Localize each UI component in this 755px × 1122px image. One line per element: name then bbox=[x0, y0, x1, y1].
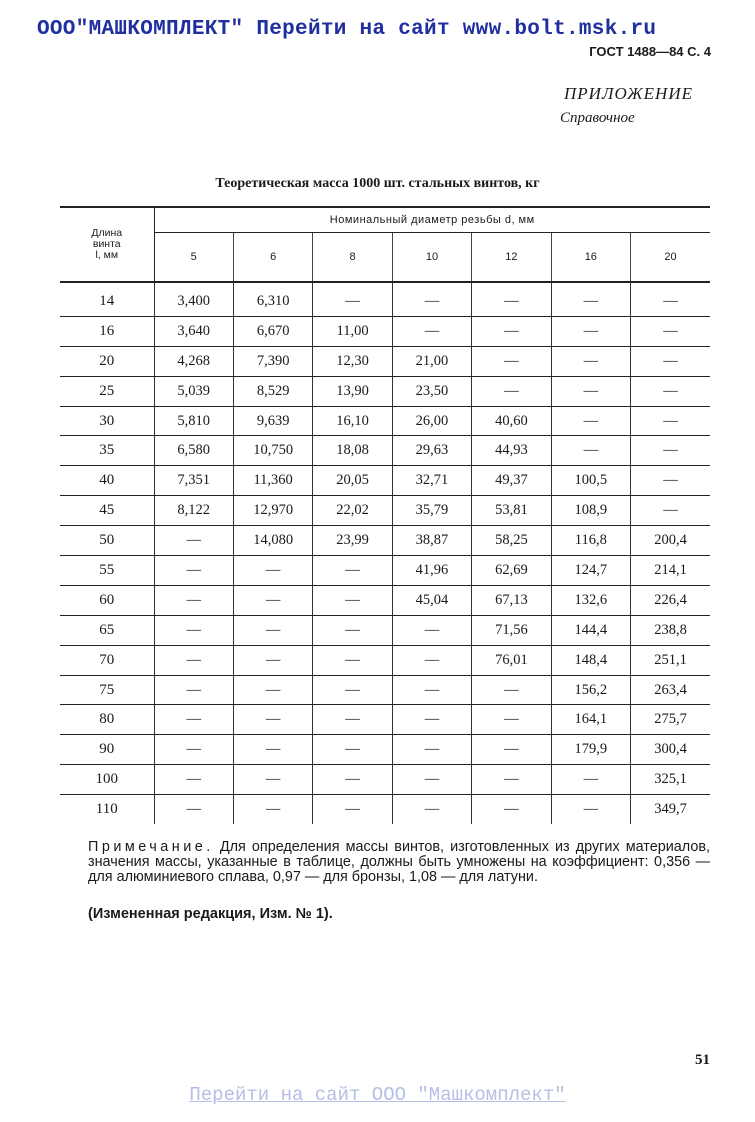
mass-cell: — bbox=[551, 282, 630, 316]
mass-cell: 29,63 bbox=[392, 436, 471, 466]
length-cell: 50 bbox=[60, 526, 154, 556]
length-cell: 25 bbox=[60, 376, 154, 406]
edition-remark: (Измененная редакция, Изм. № 1). bbox=[88, 906, 333, 922]
mass-cell: 49,37 bbox=[472, 466, 551, 496]
diameter-header-cell: 12 bbox=[472, 233, 551, 283]
mass-cell: — bbox=[154, 765, 233, 795]
mass-cell: — bbox=[472, 795, 551, 824]
mass-cell: 16,10 bbox=[313, 406, 392, 436]
mass-cell: 4,268 bbox=[154, 346, 233, 376]
mass-cell: 108,9 bbox=[551, 496, 630, 526]
mass-cell: — bbox=[313, 765, 392, 795]
table-row bbox=[60, 705, 710, 735]
mass-cell: — bbox=[631, 406, 710, 436]
mass-cell: — bbox=[154, 795, 233, 824]
mass-cell: — bbox=[551, 316, 630, 346]
mass-cell: 214,1 bbox=[631, 556, 710, 586]
table-row bbox=[60, 466, 710, 496]
mass-cell: 41,96 bbox=[392, 556, 471, 586]
length-cell: 45 bbox=[60, 496, 154, 526]
length-cell: 20 bbox=[60, 346, 154, 376]
mass-cell: 23,50 bbox=[392, 376, 471, 406]
mass-cell: — bbox=[154, 645, 233, 675]
length-cell: 75 bbox=[60, 675, 154, 705]
table-row bbox=[60, 735, 710, 765]
mass-cell: 100,5 bbox=[551, 466, 630, 496]
mass-cell: — bbox=[313, 556, 392, 586]
table-row bbox=[60, 436, 710, 466]
mass-cell: 38,87 bbox=[392, 526, 471, 556]
table-row bbox=[60, 406, 710, 436]
length-cell: 14 bbox=[60, 282, 154, 316]
mass-cell: — bbox=[313, 795, 392, 824]
table-title: Теоретическая масса 1000 шт. стальных винтов, кг bbox=[215, 176, 540, 191]
mass-table bbox=[60, 206, 710, 824]
mass-cell: — bbox=[551, 765, 630, 795]
mass-cell: — bbox=[313, 615, 392, 645]
table-row bbox=[60, 496, 710, 526]
mass-cell: 325,1 bbox=[631, 765, 710, 795]
mass-cell: — bbox=[233, 556, 312, 586]
mass-cell: — bbox=[551, 795, 630, 824]
mass-cell: — bbox=[233, 675, 312, 705]
table-row bbox=[60, 645, 710, 675]
appendix-type: Справочное bbox=[560, 110, 635, 126]
mass-cell: — bbox=[472, 376, 551, 406]
mass-cell: 6,580 bbox=[154, 436, 233, 466]
page-number: 51 bbox=[695, 1052, 710, 1068]
table-row bbox=[60, 346, 710, 376]
mass-cell: 45,04 bbox=[392, 585, 471, 615]
mass-cell: — bbox=[392, 645, 471, 675]
mass-cell: — bbox=[551, 376, 630, 406]
mass-cell: — bbox=[472, 316, 551, 346]
appendix-heading: ПРИЛОЖЕНИЕ bbox=[564, 84, 693, 103]
length-column-header bbox=[60, 207, 154, 282]
table-row bbox=[60, 795, 710, 824]
mass-cell: — bbox=[392, 615, 471, 645]
mass-cell: — bbox=[154, 705, 233, 735]
mass-cell: — bbox=[472, 765, 551, 795]
mass-cell: — bbox=[392, 735, 471, 765]
mass-cell: 12,970 bbox=[233, 496, 312, 526]
mass-cell: — bbox=[154, 615, 233, 645]
table-row bbox=[60, 765, 710, 795]
mass-cell: — bbox=[154, 675, 233, 705]
mass-cell: — bbox=[154, 585, 233, 615]
length-cell: 55 bbox=[60, 556, 154, 586]
table-row bbox=[60, 376, 710, 406]
mass-cell: 11,00 bbox=[313, 316, 392, 346]
mass-cell: — bbox=[631, 496, 710, 526]
table-row bbox=[60, 316, 710, 346]
gost-reference: ГОСТ 1488—84 С. 4 bbox=[589, 44, 711, 59]
diameter-header-cell: 6 bbox=[233, 233, 312, 283]
mass-cell: 10,750 bbox=[233, 436, 312, 466]
mass-cell: 21,00 bbox=[392, 346, 471, 376]
mass-cell: — bbox=[631, 466, 710, 496]
mass-cell: 3,640 bbox=[154, 316, 233, 346]
mass-cell: — bbox=[551, 406, 630, 436]
mass-cell: 67,13 bbox=[472, 585, 551, 615]
mass-cell: — bbox=[551, 346, 630, 376]
mass-cell: 7,390 bbox=[233, 346, 312, 376]
mass-cell: — bbox=[631, 436, 710, 466]
mass-cell: 200,4 bbox=[631, 526, 710, 556]
diameter-header-cell: 20 bbox=[631, 233, 710, 283]
mass-cell: 76,01 bbox=[472, 645, 551, 675]
mass-cell: 23,99 bbox=[313, 526, 392, 556]
mass-cell: 26,00 bbox=[392, 406, 471, 436]
mass-cell: — bbox=[313, 585, 392, 615]
diameter-header-cell: 8 bbox=[313, 233, 392, 283]
mass-cell: — bbox=[313, 675, 392, 705]
mass-cell: — bbox=[313, 705, 392, 735]
mass-cell: — bbox=[233, 795, 312, 824]
mass-cell: 116,8 bbox=[551, 526, 630, 556]
mass-cell: — bbox=[313, 282, 392, 316]
mass-cell: 275,7 bbox=[631, 705, 710, 735]
mass-cell: 156,2 bbox=[551, 675, 630, 705]
mass-cell: 8,529 bbox=[233, 376, 312, 406]
mass-cell: 300,4 bbox=[631, 735, 710, 765]
mass-cell: — bbox=[154, 735, 233, 765]
mass-cell: 32,71 bbox=[392, 466, 471, 496]
footer-site-link[interactable]: Перейти на сайт ООО "Машкомплект" bbox=[189, 1084, 566, 1106]
table-row bbox=[60, 675, 710, 705]
mass-cell: 62,69 bbox=[472, 556, 551, 586]
length-cell: 30 bbox=[60, 406, 154, 436]
mass-cell: 13,90 bbox=[313, 376, 392, 406]
table-row bbox=[60, 615, 710, 645]
mass-cell: — bbox=[472, 705, 551, 735]
mass-cell: — bbox=[392, 705, 471, 735]
length-cell: 65 bbox=[60, 615, 154, 645]
table-note bbox=[88, 840, 710, 885]
length-cell: 100 bbox=[60, 765, 154, 795]
length-header-line: Длина bbox=[91, 227, 123, 239]
length-cell: 90 bbox=[60, 735, 154, 765]
mass-cell: — bbox=[313, 735, 392, 765]
mass-cell: — bbox=[392, 316, 471, 346]
length-header-line: винта bbox=[92, 238, 121, 250]
mass-cell: 7,351 bbox=[154, 466, 233, 496]
diameter-header-cell: 5 bbox=[154, 233, 233, 283]
length-cell: 40 bbox=[60, 466, 154, 496]
mass-cell: — bbox=[472, 735, 551, 765]
mass-cell: 53,81 bbox=[472, 496, 551, 526]
mass-cell: 12,30 bbox=[313, 346, 392, 376]
mass-cell: — bbox=[472, 282, 551, 316]
mass-cell: — bbox=[472, 346, 551, 376]
site-banner-link[interactable]: ООО"МАШКОМПЛЕКТ" Перейти на сайт www.bolt.msk.ru bbox=[37, 18, 657, 41]
mass-cell: — bbox=[551, 436, 630, 466]
mass-cell: 9,639 bbox=[233, 406, 312, 436]
mass-cell: — bbox=[233, 615, 312, 645]
mass-cell: 44,93 bbox=[472, 436, 551, 466]
length-cell: 16 bbox=[60, 316, 154, 346]
length-cell: 60 bbox=[60, 585, 154, 615]
diameter-header-cell: 10 bbox=[392, 233, 471, 283]
mass-cell: — bbox=[392, 765, 471, 795]
length-cell: 80 bbox=[60, 705, 154, 735]
mass-cell: — bbox=[631, 376, 710, 406]
mass-cell: 14,080 bbox=[233, 526, 312, 556]
mass-cell: 11,360 bbox=[233, 466, 312, 496]
mass-cell: 179,9 bbox=[551, 735, 630, 765]
mass-cell: 144,4 bbox=[551, 615, 630, 645]
mass-cell: 71,56 bbox=[472, 615, 551, 645]
mass-cell: — bbox=[233, 735, 312, 765]
mass-cell: 124,7 bbox=[551, 556, 630, 586]
mass-cell: 349,7 bbox=[654, 801, 687, 818]
mass-cell: 20,05 bbox=[313, 466, 392, 496]
mass-cell: — bbox=[233, 585, 312, 615]
mass-cell: 22,02 bbox=[313, 496, 392, 526]
mass-cell: 8,122 bbox=[154, 496, 233, 526]
mass-cell: — bbox=[154, 526, 233, 556]
mass-cell: 132,6 bbox=[551, 585, 630, 615]
mass-cell: 251,1 bbox=[631, 645, 710, 675]
mass-cell: 263,4 bbox=[631, 675, 710, 705]
length-cell: 110 bbox=[60, 795, 154, 824]
length-cell: 35 bbox=[60, 436, 154, 466]
mass-cell: — bbox=[313, 645, 392, 675]
mass-cell: — bbox=[472, 675, 551, 705]
mass-cell: — bbox=[631, 282, 710, 316]
mass-cell: — bbox=[392, 282, 471, 316]
mass-cell: 6,310 bbox=[233, 282, 312, 316]
mass-cell: — bbox=[631, 316, 710, 346]
length-cell: 70 bbox=[60, 645, 154, 675]
mass-cell: 35,79 bbox=[392, 496, 471, 526]
mass-cell: 164,1 bbox=[551, 705, 630, 735]
length-header-line: l, мм bbox=[95, 249, 119, 261]
mass-cell: 58,25 bbox=[472, 526, 551, 556]
mass-cell: 148,4 bbox=[551, 645, 630, 675]
note-text: Для определения массы винтов, изготовленных из других материалов, значения массы, указанные в таблице, должны быть умножены на коэффициент: 0,356 — для алюминиевого сплава, 0,97 — для бронзы, 1,08 — для латуни. bbox=[88, 839, 710, 885]
diameter-header-cell: 16 bbox=[551, 233, 630, 283]
mass-cell: — bbox=[233, 645, 312, 675]
mass-cell: 6,670 bbox=[233, 316, 312, 346]
mass-cell: 3,400 bbox=[154, 282, 233, 316]
note-label: Примечание. bbox=[88, 839, 214, 855]
mass-cell: — bbox=[233, 705, 312, 735]
mass-cell: 40,60 bbox=[472, 406, 551, 436]
mass-cell: 5,039 bbox=[154, 376, 233, 406]
table-row bbox=[60, 556, 710, 586]
diameter-group-header: Номинальный диаметр резьбы d, мм bbox=[154, 207, 710, 233]
table-row bbox=[60, 585, 710, 615]
mass-cell: — bbox=[392, 675, 471, 705]
mass-cell: 226,4 bbox=[631, 585, 710, 615]
table-row bbox=[60, 526, 710, 556]
mass-cell: — bbox=[392, 795, 471, 824]
mass-cell: 238,8 bbox=[631, 615, 710, 645]
mass-cell: — bbox=[154, 556, 233, 586]
mass-cell: 5,810 bbox=[154, 406, 233, 436]
table-row bbox=[60, 282, 710, 316]
mass-cell: — bbox=[631, 346, 710, 376]
mass-cell: 18,08 bbox=[313, 436, 392, 466]
mass-cell: — bbox=[233, 765, 312, 795]
